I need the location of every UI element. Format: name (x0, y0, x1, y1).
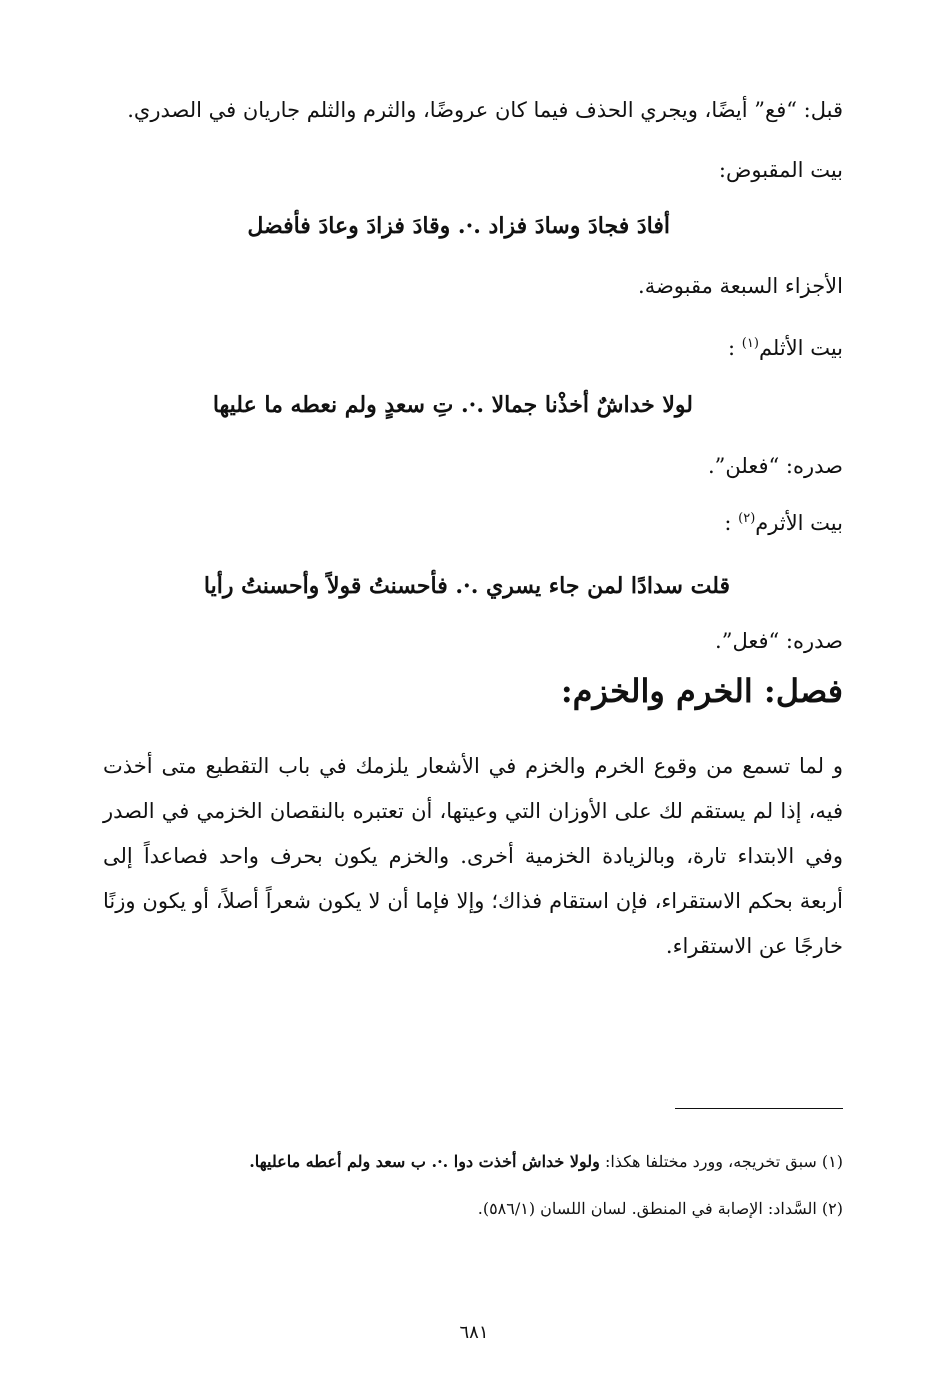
footnote-ref-1: (١) (741, 336, 759, 351)
footnote-1-text: (١) سبق تخريجه، وورد مختلفا هكذا: (599, 1152, 843, 1171)
footnote-1-verse: ولولا خداش أخذت دوا .·. ب سعد ولم أعطه ماعليها. (249, 1152, 600, 1171)
sadr-line-1: صدره: “فعلن”. (707, 454, 843, 478)
athlam-colon: : (728, 336, 736, 360)
verse-maqbud: أفادَ فجادَ وسادَ فزاد .·. وقادَ فزادَ وعادَ فأفضل (247, 213, 670, 239)
footnote-ref-2: (٢) (738, 511, 756, 526)
footnote-1 (249, 1152, 843, 1171)
athram-colon: : (724, 511, 732, 535)
section-heading: فصل: الخرم والخزم: (560, 672, 843, 710)
verse-athlam: لولا خداشٌ أخذْنا جمالا .·. تِ سعدٍ ولم نعطه ما عليها (212, 392, 693, 418)
maqbud-title: بيت المقبوض: (718, 158, 843, 182)
body-paragraph: و لما تسمع من وقوع الخرم والخزم في الأشعار يلزمك في باب التقطيع متى أخذت فيه، إذا لم يستقم لك على الأوزان التي وعيتها، أن تعتبره بالنقصان الخزمي في الصدر وفي الابتداء تارة، وبالزيادة الخزمية أخرى. والخزم يكون بحرف واحد فصاعداً إلى أربعة بحكم الاستقراء، فإن استقام فذاك؛ وإلا فإما أن لا يكون شعراً أصلاً، أو يكون وزنًا خارجًا عن الاستقراء. (103, 754, 843, 958)
athram-title-text: بيت الأثرم (755, 511, 843, 535)
footnote-2: (٢) السَّداد: الإصابة في المنطق. لسان اللسان (٥٨٦/١). (477, 1199, 843, 1218)
verse-athram: قلت سدادًا لمن جاء يسري .·. فأحسنتُ قولاً وأحسنتُ رأيا (203, 573, 730, 599)
athram-title (724, 505, 843, 537)
maqbud-note: الأجزاء السبعة مقبوضة. (638, 274, 843, 298)
athlam-title-text: بيت الأثلم (758, 336, 843, 360)
footnote-divider (675, 1108, 843, 1109)
sadr-line-2: صدره: “فعل”. (715, 629, 843, 653)
athlam-title (728, 330, 843, 362)
intro-line: قبل: “فع” أيضًا، ويجري الحذف فيما كان عروضًا، والثرم والثلم جاريان في الصدري. (127, 98, 843, 122)
page-number: ٦٨١ (459, 1322, 489, 1343)
